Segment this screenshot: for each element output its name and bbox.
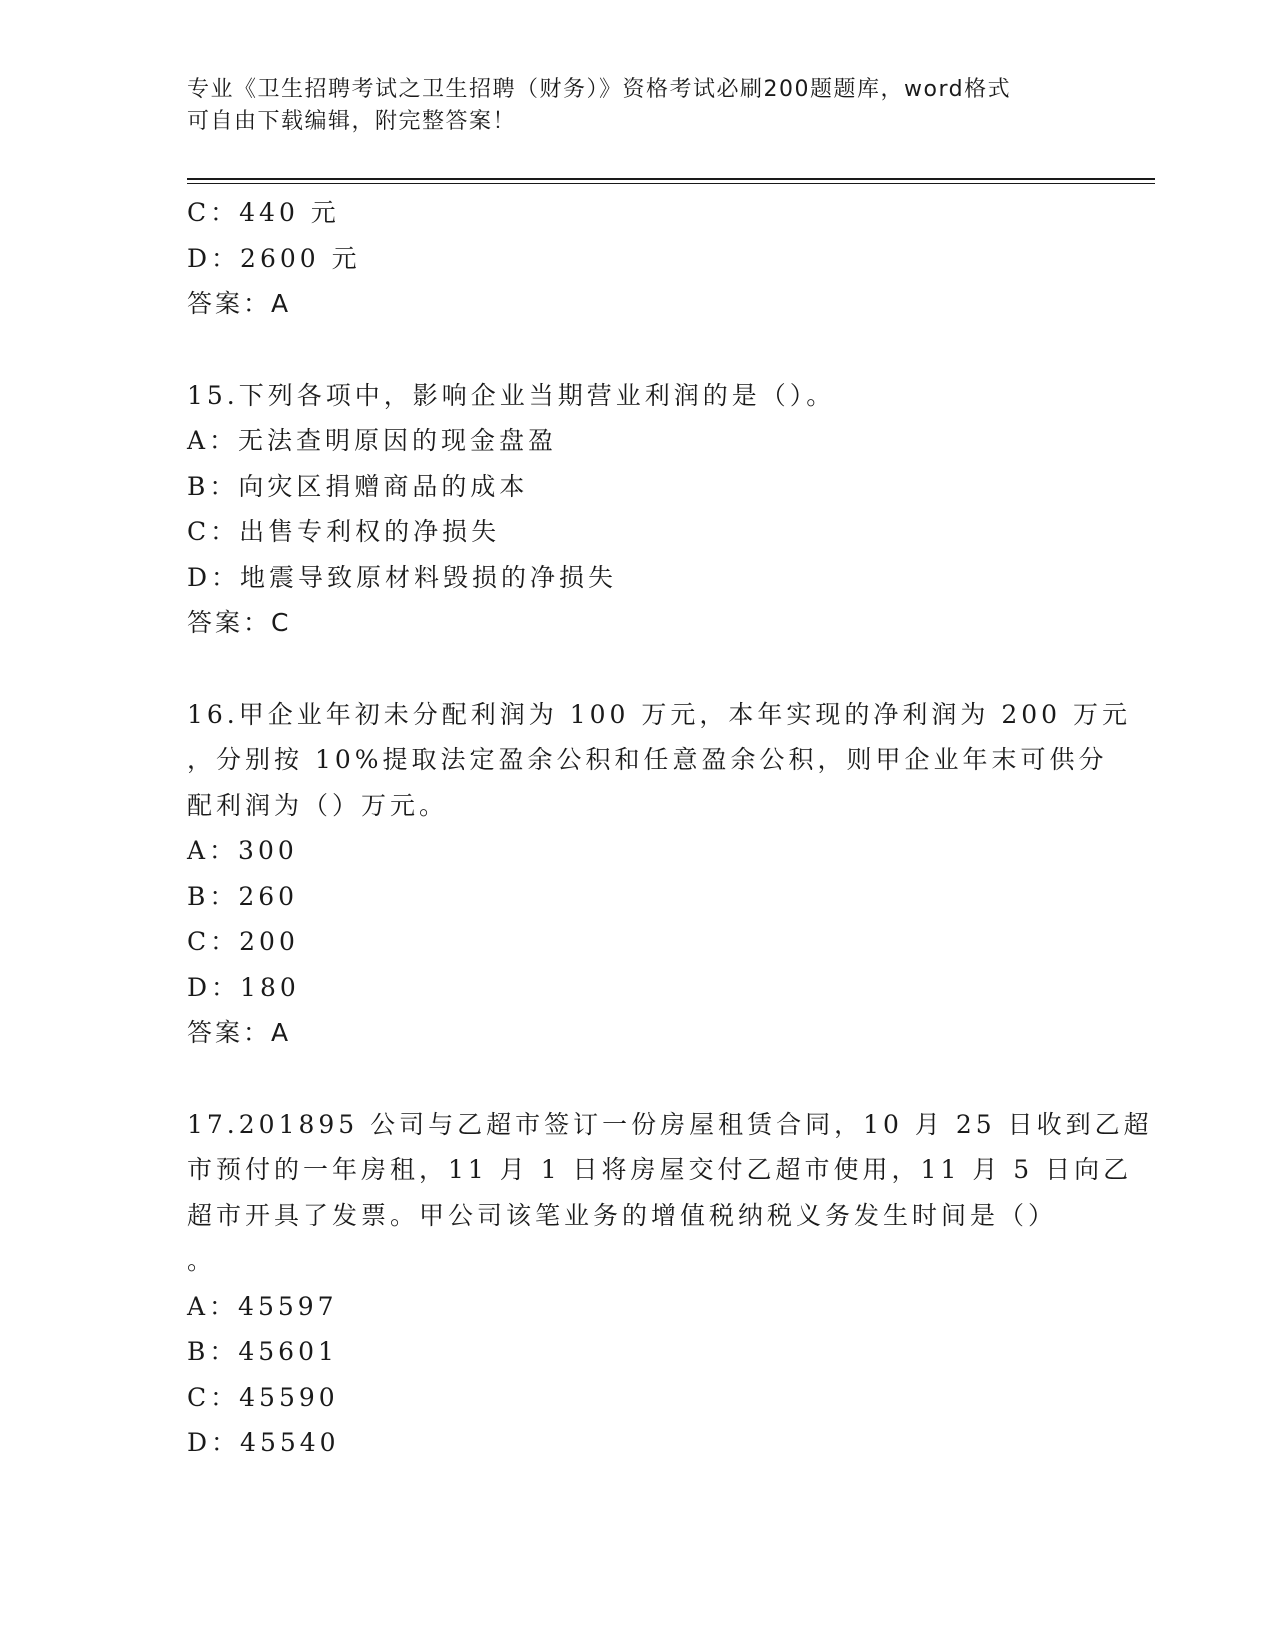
option-d: D：45540 <box>187 1428 340 1457</box>
answer: 答案：C <box>187 608 292 637</box>
question-stem-line-3: 配利润为（）万元。 <box>187 790 449 820</box>
option-d: D：180 <box>187 972 300 1002</box>
answer: 答案：A <box>187 289 292 318</box>
question-17 <box>187 1102 1153 1466</box>
spacer <box>187 1056 1087 1102</box>
option-d: D：2600 元 <box>187 243 361 273</box>
question-stem-line-1: 16.甲企业年初未分配利润为 100 万元，本年实现的净利润为 200 万元 <box>187 699 1131 729</box>
option-b: B：260 <box>187 881 299 911</box>
question-stem-line-1: 17.201895 公司与乙超市签订一份房屋租赁合同，10 月 25 日收到乙超 <box>187 1109 1153 1139</box>
option-d: D：地震导致原材料毁损的净损失 <box>187 562 618 592</box>
header-rule-thick <box>187 178 1155 180</box>
option-a: A：300 <box>187 836 298 865</box>
question-16 <box>187 692 1131 1056</box>
option-b: B：45601 <box>187 1337 338 1366</box>
option-b: B：向灾区捐赠商品的成本 <box>187 471 529 501</box>
question-stem-line-2: ，分别按 10%提取法定盈余公积和任意盈余公积，则甲企业年末可供分 <box>187 745 1108 774</box>
option-a: A：无法查明原因的现金盘盈 <box>187 426 558 455</box>
spacer <box>187 327 1087 373</box>
header-line-1: 专业《卫生招聘考试之卫生招聘（财务）》资格考试必刷200题题库，word格式 <box>187 77 1012 102</box>
question-stem: 15.下列各项中，影响企业当期营业利润的是（）。 <box>187 380 836 410</box>
header-line-2: 可自由下载编辑，附完整答案！ <box>187 109 517 134</box>
option-c: C：45590 <box>187 1382 339 1412</box>
option-c: C：出售专利权的净损失 <box>187 517 501 546</box>
question-15 <box>187 373 1087 646</box>
spacer <box>187 646 1087 692</box>
header-rule-thin <box>187 183 1155 184</box>
answer: 答案：A <box>187 1018 292 1047</box>
option-c: C：440 元 <box>187 198 340 227</box>
option-c: C：200 <box>187 927 299 956</box>
question-14-tail <box>187 190 1087 327</box>
question-stem-line-4: 。 <box>187 1246 217 1275</box>
question-stem-line-3: 超市开具了发票。甲公司该笔业务的增值税纳税义务发生时间是（） <box>187 1200 1058 1230</box>
page-header <box>187 74 1067 138</box>
question-stem-line-2: 市预付的一年房租，11 月 1 日将房屋交付乙超市使用，11 月 5 日向乙 <box>187 1155 1133 1184</box>
question-list <box>187 190 1153 1466</box>
option-a: A：45597 <box>187 1291 338 1321</box>
